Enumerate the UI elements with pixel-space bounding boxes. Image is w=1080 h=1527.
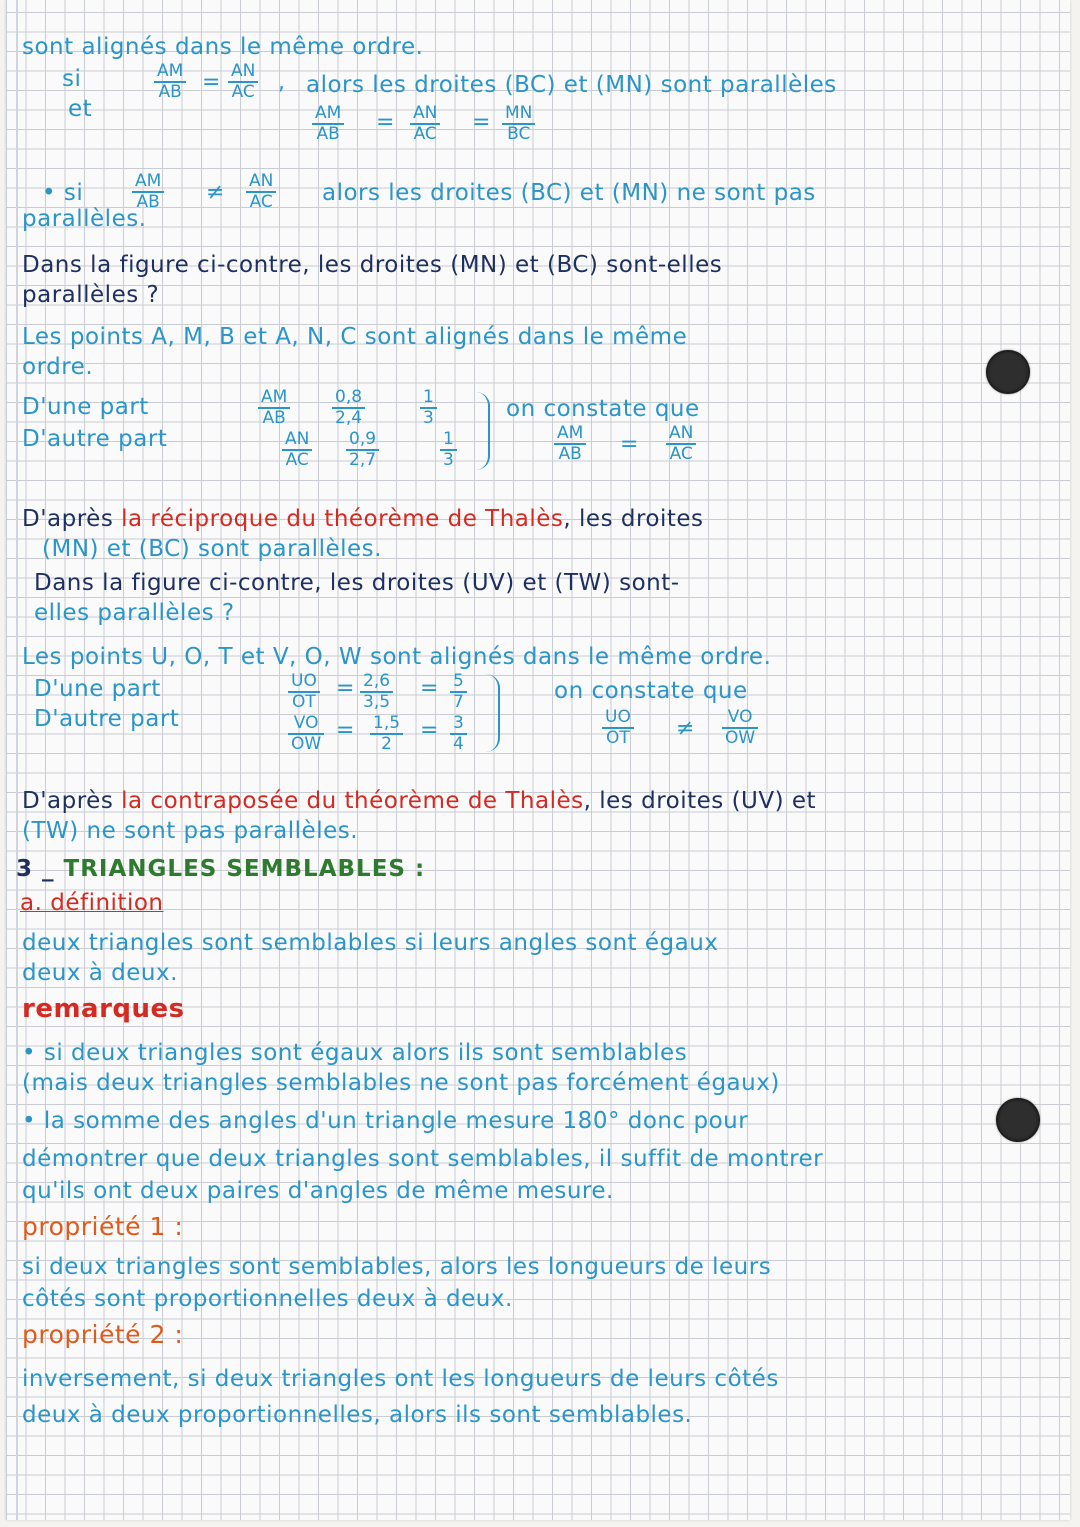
ex1-conclusion-start: D'après bbox=[22, 506, 114, 532]
frac-den: AB bbox=[136, 192, 160, 212]
equals-sign: = bbox=[472, 110, 491, 135]
ex2-constate: on constate que bbox=[554, 678, 748, 704]
remarks-label: remarques bbox=[22, 994, 185, 1024]
bullet2-result-2: parallèles. bbox=[22, 206, 147, 232]
not-equal-sign: ≠ bbox=[206, 180, 225, 205]
frac-den: 2,4 bbox=[335, 408, 363, 428]
remark-1b: (mais deux triangles semblables ne sont pas forcément égaux) bbox=[22, 1070, 780, 1096]
property1-text-2: côtés sont proportionnelles deux à deux. bbox=[22, 1286, 513, 1312]
frac-den: BC bbox=[507, 124, 531, 144]
property1-text: si deux triangles sont semblables, alors les longueurs de leurs bbox=[22, 1254, 772, 1280]
bullet1-si: si bbox=[62, 66, 82, 92]
frac-vo-ow bbox=[288, 714, 324, 754]
frac-09-27 bbox=[346, 430, 379, 470]
binder-hole-bottom bbox=[996, 1098, 1040, 1142]
frac-den: AC bbox=[669, 444, 693, 464]
frac-uo-ot-c bbox=[602, 708, 634, 748]
binder-hole-top bbox=[986, 350, 1030, 394]
bullet2-si-word: si bbox=[63, 180, 84, 206]
bullet1-et: et bbox=[68, 96, 93, 122]
frac-den: AC bbox=[249, 192, 273, 212]
brace bbox=[482, 674, 500, 752]
frac-den: 3,5 bbox=[363, 692, 391, 712]
frac-num: AM bbox=[557, 423, 584, 443]
bullet2-result: alors les droites (BC) et (MN) ne sont pas bbox=[322, 180, 816, 206]
frac-den: 2 bbox=[381, 734, 392, 754]
frac-den: AC bbox=[413, 124, 437, 144]
ex2-conclusion bbox=[22, 788, 816, 814]
ex1-aligned-2: ordre. bbox=[22, 354, 94, 380]
frac-26-35 bbox=[360, 672, 393, 712]
frac-num: AN bbox=[413, 103, 438, 123]
definition-text-2: deux à deux. bbox=[22, 960, 178, 986]
ex2-dautre-part: D'autre part bbox=[34, 706, 180, 732]
not-equal-sign: ≠ bbox=[676, 716, 695, 741]
comma: , bbox=[278, 70, 285, 95]
remark-2b: démontrer que deux triangles sont semblables, il suffit de montrer bbox=[22, 1146, 824, 1172]
ex2-question: Dans la figure ci-contre, les droites (UV) et (TW) sont- bbox=[34, 570, 680, 596]
frac-num: AN bbox=[285, 429, 310, 449]
remark-2: • la somme des angles d'un triangle mesure 180° donc pour bbox=[22, 1108, 749, 1134]
frac-an-ac-c bbox=[666, 424, 696, 464]
equals-sign: = bbox=[336, 718, 355, 743]
property2-text-2: deux à deux proportionnelles, alors ils sont semblables. bbox=[22, 1402, 693, 1428]
ex2-conclusion-2: (TW) ne sont pas parallèles. bbox=[22, 818, 359, 844]
equals-sign: = bbox=[420, 676, 439, 701]
line-pre: sont alignés dans le même ordre. bbox=[22, 34, 424, 60]
frac-num: AM bbox=[261, 387, 288, 407]
equals-sign: = bbox=[202, 70, 221, 95]
property1-label: propriété 1 : bbox=[22, 1212, 184, 1241]
frac-num: 1,5 bbox=[373, 713, 401, 733]
frac-den: AC bbox=[231, 82, 255, 102]
frac-num: AM bbox=[315, 103, 342, 123]
frac-den: OT bbox=[292, 692, 316, 712]
equals-sign: = bbox=[420, 718, 439, 743]
frac-am-ab-c bbox=[554, 424, 586, 464]
frac-num: AN bbox=[249, 171, 274, 191]
ex1-dautre-part: D'autre part bbox=[22, 426, 168, 452]
ex2-theorem-name: la contraposée du théorème de Thalès bbox=[121, 788, 584, 814]
section3-heading bbox=[16, 856, 425, 882]
definition-label: a. définition bbox=[20, 890, 164, 916]
frac-num: AM bbox=[157, 61, 184, 81]
ex2-conclusion-start: D'après bbox=[22, 788, 114, 814]
frac-num: AN bbox=[231, 61, 256, 81]
frac-an-ac-ex1 bbox=[282, 430, 312, 470]
frac-an-ac bbox=[228, 62, 258, 102]
equals-sign: = bbox=[336, 676, 355, 701]
ex1-question-2: parallèles ? bbox=[22, 282, 160, 308]
frac-den: AB bbox=[558, 444, 582, 464]
frac-num: 0,9 bbox=[349, 429, 377, 449]
frac-1-3-b bbox=[440, 430, 457, 470]
remark-2c: qu'ils ont deux paires d'angles de même mesure. bbox=[22, 1178, 614, 1204]
frac-08-24 bbox=[332, 388, 365, 428]
frac-am-ab-2 bbox=[312, 104, 344, 144]
frac-num: UO bbox=[605, 707, 631, 727]
frac-num: AM bbox=[135, 171, 162, 191]
frac-mn-bc bbox=[502, 104, 535, 144]
frac-am-ab bbox=[154, 62, 186, 102]
frac-num: 2,6 bbox=[363, 671, 391, 691]
remark-1: • si deux triangles sont égaux alors ils sont semblables bbox=[22, 1040, 688, 1066]
frac-den: 3 bbox=[423, 408, 434, 428]
ex1-conclusion bbox=[22, 506, 704, 532]
frac-den: 7 bbox=[453, 692, 464, 712]
ex1-constate: on constate que bbox=[506, 396, 700, 422]
frac-1-3 bbox=[420, 388, 437, 428]
frac-den: 2,7 bbox=[349, 450, 377, 470]
frac-vo-ow-c bbox=[722, 708, 758, 748]
frac-den: AB bbox=[262, 408, 286, 428]
ex2-conclusion-end: , les droites (UV) et bbox=[583, 788, 817, 814]
frac-den: OW bbox=[291, 734, 322, 754]
section3-title: TRIANGLES SEMBLABLES : bbox=[63, 856, 426, 882]
frac-den: AB bbox=[316, 124, 340, 144]
section3-number: 3 _ bbox=[16, 856, 55, 882]
notebook-page bbox=[6, 0, 1070, 1520]
property2-label: propriété 2 : bbox=[22, 1320, 184, 1349]
margin-line bbox=[16, 0, 18, 1520]
frac-num: 1 bbox=[423, 387, 434, 407]
bullet1-result: alors les droites (BC) et (MN) sont parallèles bbox=[306, 72, 837, 98]
frac-den: AB bbox=[158, 82, 182, 102]
frac-an-ac-3 bbox=[246, 172, 276, 212]
ex1-theorem-name: la réciproque du théorème de Thalès bbox=[121, 506, 564, 532]
frac-uo-ot bbox=[288, 672, 320, 712]
frac-num: MN bbox=[505, 103, 533, 123]
ex2-question-2: elles parallèles ? bbox=[34, 600, 235, 626]
frac-den: 4 bbox=[453, 734, 464, 754]
frac-an-ac-2 bbox=[410, 104, 440, 144]
frac-den: 3 bbox=[443, 450, 454, 470]
frac-num: 0,8 bbox=[335, 387, 363, 407]
equals-sign: = bbox=[620, 432, 639, 457]
frac-num: VO bbox=[293, 713, 319, 733]
ex1-conclusion-end: , les droites bbox=[563, 506, 704, 532]
ex2-aligned: Les points U, O, T et V, O, W sont alignés dans le même ordre. bbox=[22, 644, 772, 670]
frac-num: AN bbox=[669, 423, 694, 443]
bullet2-si: • si bbox=[42, 180, 84, 206]
frac-num: 3 bbox=[453, 713, 464, 733]
ex1-aligned: Les points A, M, B et A, N, C sont alignés dans le même bbox=[22, 324, 688, 350]
definition-text: deux triangles sont semblables si leurs angles sont égaux bbox=[22, 930, 719, 956]
equals-sign: = bbox=[376, 110, 395, 135]
frac-5-7 bbox=[450, 672, 467, 712]
property2-text: inversement, si deux triangles ont les longueurs de leurs côtés bbox=[22, 1366, 779, 1392]
frac-num: 5 bbox=[453, 671, 464, 691]
frac-am-ab-ex1 bbox=[258, 388, 290, 428]
frac-num: VO bbox=[727, 707, 753, 727]
ex1-conclusion-2: (MN) et (BC) sont parallèles. bbox=[42, 536, 382, 562]
frac-15-2 bbox=[370, 714, 403, 754]
ex2-dune-part: D'une part bbox=[34, 676, 161, 702]
frac-den: AC bbox=[285, 450, 309, 470]
frac-num: 1 bbox=[443, 429, 454, 449]
frac-den: OT bbox=[606, 728, 630, 748]
brace bbox=[472, 392, 490, 470]
frac-den: OW bbox=[725, 728, 756, 748]
ex1-question: Dans la figure ci-contre, les droites (MN) et (BC) sont-elles bbox=[22, 252, 723, 278]
frac-3-4 bbox=[450, 714, 467, 754]
frac-num: UO bbox=[291, 671, 317, 691]
ex1-dune-part: D'une part bbox=[22, 394, 149, 420]
